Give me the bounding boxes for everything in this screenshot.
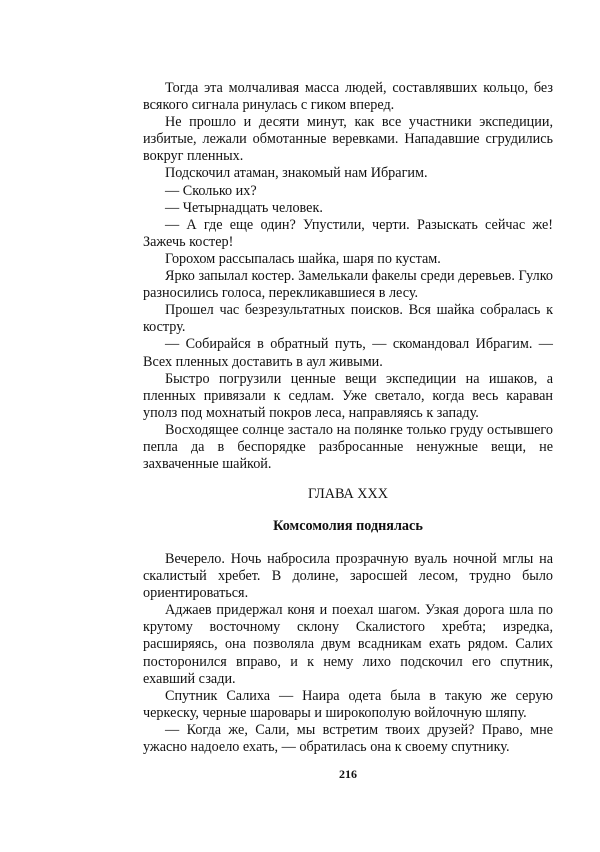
paragraph: Вечерело. Ночь набросила прозрачную вуаль ночной мглы на скалистый хребет. В долине, заросшей лесом, трудно было ориентироваться. <box>143 551 553 602</box>
paragraph: Аджаев придержал коня и поехал шагом. Узкая дорога шла по крутому восточному склону Скалистого хребта; изредка, расширяясь, она позволяла двум всадникам ехать рядом. Салих посторонился вправо, и к нему лихо подскочил его спутник, ехавший сзади. <box>143 602 553 687</box>
paragraph: Спутник Салиха — Наира одета была в такую же серую черкеску, черные шаровары и широкополую войлочную шляпу. <box>143 687 553 721</box>
chapter-heading: ГЛАВА XXX <box>307 486 389 502</box>
dialogue-line: — Сколько их? <box>165 182 257 199</box>
paragraph: Горохом рассыпалась шайка, шаря по кустам. <box>165 250 441 267</box>
text-block-bottom <box>143 551 553 756</box>
dialogue-line: — Когда же, Сали, мы встретим твоих друзей? Право, мне ужасно надоело ехать, — обратилась она к своему спутнику. <box>143 721 553 756</box>
page-number: 216 <box>339 767 357 781</box>
paragraph: Подскочил атаман, знакомый нам Ибрагим. <box>165 165 428 182</box>
dialogue-line: — Собирайся в обратный путь, — скомандовал Ибрагим. — Всех пленных доставить в аул живыми. <box>143 336 553 370</box>
text-block-top <box>143 80 553 473</box>
dialogue-line: — Четырнадцать человек. <box>165 199 323 216</box>
paragraph: Ярко запылал костер. Замелькали факелы среди деревьев. Гулко разносились голоса, перекликавшиеся в лесу. <box>143 268 553 302</box>
paragraph: Быстро погрузили ценные вещи экспедиции на ишаков, а пленных привязали к седлам. Уже светало, когда весь караван уполз под мохнатый покров леса, направляясь к западу. <box>143 370 553 421</box>
paragraph: Не прошло и десяти минут, как все участники экспедиции, избитые, лежали обмотанные веревками. Нападавшие сгрудились вокруг пленных. <box>143 114 553 165</box>
dialogue-line: — А где еще один? Упустили, черти. Разыскать сейчас же! Зажечь костер! <box>143 216 553 250</box>
chapter-title: Комсомолия поднялась <box>273 518 423 534</box>
paragraph: Восходящее солнце застало на полянке только груду остывшего пепла да в беспорядке разбросанные ненужные вещи, не захваченные шайкой. <box>143 421 553 473</box>
paragraph: Прошел час безрезультатных поисков. Вся шайка собралась к костру. <box>143 302 553 336</box>
paragraph: Тогда эта молчаливая масса людей, составлявших кольцо, без всякого сигнала ринулась с гиком вперед. <box>143 80 553 114</box>
